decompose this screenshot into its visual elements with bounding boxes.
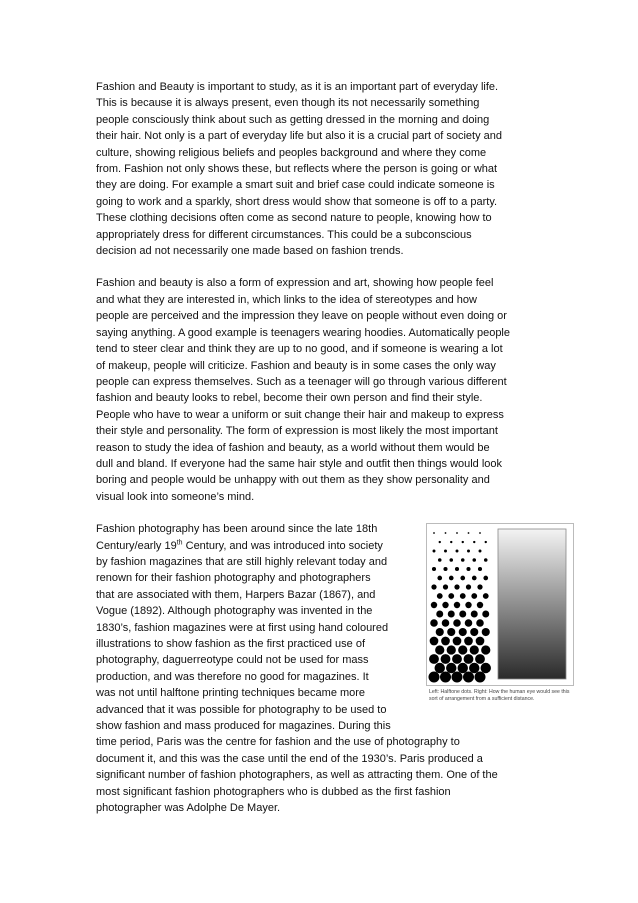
halftone-dot: [465, 619, 473, 627]
halftone-dot: [442, 602, 448, 608]
text-line: most significant fashion photographers who is dubbed as the first fashion: [96, 785, 451, 798]
halftone-dot: [459, 611, 466, 618]
halftone-dot: [482, 628, 490, 636]
halftone-dot: [479, 532, 481, 534]
text-line: boring and people would be unhappy with out them as they show personality and: [96, 474, 490, 487]
halftone-dot: [458, 646, 467, 655]
paragraph-1: [96, 79, 544, 259]
halftone-dot: [447, 628, 455, 636]
paragraph-2: [96, 275, 544, 505]
halftone-dot: [460, 576, 465, 581]
halftone-dot: [462, 541, 464, 543]
halftone-dot: [446, 663, 456, 673]
text-line: of makeup, people will criticize. Fashion and beauty is in some cases the only way: [96, 359, 496, 372]
text-line: going to work and a sparkly, short dress would show that someone is off to a party.: [96, 195, 498, 208]
text-line: This is because it is always present, even though its not necessarily something: [96, 97, 480, 110]
halftone-dot: [437, 593, 443, 599]
text-line: they are doing. For example a smart suit and brief case could indicate someone is: [96, 179, 495, 192]
text-line: culture, showing religious beliefs and peoples background and where they come: [96, 146, 487, 159]
halftone-dot: [471, 611, 478, 618]
text-line: people consciously think about such as getting dressed in the morning and doing: [96, 113, 490, 126]
halftone-dot: [472, 576, 477, 581]
halftone-dot: [463, 672, 474, 683]
halftone-dot: [448, 593, 454, 599]
text-line: tend to steer clear and think they are up to no good, and if someone is wearing a lot: [96, 343, 503, 356]
text-line: Fashion and beauty is also a form of expression and art, showing how people feel: [96, 277, 494, 290]
halftone-dot: [445, 532, 447, 534]
text-line: appropriately dress for different circumstances. This could be a subconscious: [96, 228, 472, 241]
text-line: from. Fashion not only shows these, but reflects where the person is going or what: [96, 163, 498, 176]
superscript: th: [176, 538, 183, 546]
halftone-dot: [478, 567, 482, 571]
text-line: significant number of fashion photographers, as well as attracting them. One of the: [96, 769, 498, 782]
text-line: photographer was Adolphe De Mayer.: [96, 802, 281, 815]
text-line: Fashion photography has been around since the late 18th: [96, 523, 378, 536]
halftone-dot: [482, 611, 489, 618]
halftone-dot: [436, 628, 444, 636]
text-line: fashion and beauty looks to rebel, become their own person and find their style.: [96, 392, 483, 405]
halftone-dot: [483, 576, 488, 581]
text-line: production, and was therefore no good for magazines. It: [96, 670, 369, 683]
halftone-dot: [473, 541, 475, 543]
halftone-dot: [459, 628, 467, 636]
halftone-dot: [465, 602, 471, 608]
halftone-dot: [452, 672, 463, 683]
text-line: illustrations to show fashion as the first practiced use of: [96, 638, 366, 650]
halftone-dot: [431, 602, 437, 608]
halftone-dot: [470, 646, 479, 655]
text-span: Century/early 19: [96, 539, 177, 552]
text-line: saying anything. A good example is teenagers wearing hoodies. Automatically people: [96, 326, 510, 339]
halftone-dot: [454, 602, 460, 608]
halftone-dot: [466, 585, 471, 590]
halftone-dot: [429, 672, 440, 683]
halftone-dot: [436, 611, 443, 618]
halftone-dot: [470, 628, 478, 636]
halftone-dot: [456, 532, 458, 534]
halftone-dot: [476, 619, 484, 627]
text-line: by fashion magazines that are still highly relevant today and: [96, 555, 388, 568]
halftone-dot: [484, 558, 488, 562]
halftone-dot: [429, 654, 439, 664]
text-line: people can express themselves. Such as a teenager will go through various different: [96, 375, 507, 388]
halftone-dot: [455, 567, 459, 571]
halftone-dot: [483, 593, 489, 599]
text-line: 1830’s, fashion magazines were at first using hand coloured: [96, 621, 389, 634]
text-line: was not until halftone printing techniques became more: [96, 687, 366, 700]
figure-caption: Left: Halftone dots. Right: How the human eye would see this sort of arrangement from a sufficient distance.: [429, 689, 570, 702]
halftone-figure: [426, 523, 574, 714]
text-line: time period, Paris was the centre for fashion and the use of photography to: [96, 736, 460, 749]
text-line: These clothing decisions often come as second nature to people, knowing how to: [96, 212, 492, 225]
halftone-image: [426, 523, 574, 686]
halftone-dot: [469, 663, 479, 673]
text-line: people are perceived and the impression they leave on people without even doing or: [96, 310, 507, 323]
text-line: dull and bland. If everyone had the same hair style and outfit then things would look: [96, 457, 503, 470]
halftone-dot: [452, 654, 462, 664]
text-line: their style and personality. The form of expression is most likely the most important: [96, 425, 498, 438]
halftone-dot: [433, 550, 436, 553]
text-line: their hair. Not only is a part of everyday life but also it is a crucial part of society and: [96, 130, 502, 143]
halftone-dot: [477, 602, 483, 608]
halftone-dot: [435, 646, 444, 655]
text-line: decision ad not necessarily one made based on fashion trends.: [96, 245, 404, 258]
text-line: visual look into someone’s mind.: [96, 490, 255, 503]
halftone-dot: [456, 550, 459, 553]
halftone-dot: [437, 576, 442, 581]
halftone-dot: [448, 611, 455, 618]
halftone-dot: [440, 672, 451, 683]
halftone-dot: [441, 637, 450, 646]
text-line: Fashion and Beauty is important to study, as it is an important part of everyday life.: [96, 81, 499, 93]
halftone-dot: [443, 585, 448, 590]
text-line: advanced that it was possible for photography to be used to: [96, 703, 387, 716]
halftone-dot: [454, 585, 459, 590]
halftone-dot: [466, 567, 470, 571]
halftone-dot: [471, 593, 477, 599]
halftone-dot: [464, 654, 474, 664]
text-line: document it, and this was the case until the end of the 1930’s. Paris produced a: [96, 752, 483, 765]
halftone-dot: [481, 663, 491, 673]
halftone-dot: [477, 585, 482, 590]
halftone-dot: [430, 619, 438, 627]
document-page: [96, 79, 570, 816]
paragraph-gap: [96, 259, 544, 275]
text-line: Vogue (1892). Although photography was invented in the: [96, 605, 373, 618]
text-line: show fashion and mass produced for magazines. During this: [96, 720, 391, 733]
halftone-dot: [443, 567, 447, 571]
halftone-dot: [447, 646, 456, 655]
text-line: and what they are interested in, which links to the idea of stereotypes and how: [96, 293, 477, 306]
halftone-dot: [453, 619, 461, 627]
halftone-dot: [441, 654, 451, 664]
halftone-dot: [458, 663, 468, 673]
halftone-dot: [481, 646, 490, 655]
text-line: photography, daguerreotype could not be used for mass: [96, 654, 369, 667]
halftone-dot: [450, 541, 452, 543]
halftone-dot: [453, 637, 462, 646]
halftone-dot: [464, 637, 473, 646]
halftone-dot: [435, 663, 445, 673]
halftone-dot: [430, 637, 439, 646]
halftone-dot: [449, 558, 453, 562]
halftone-dot: [432, 567, 436, 571]
text-span: Century, and was introduced into society: [182, 539, 383, 552]
text-line: People who have to wear a uniform or suit change their hair and makeup to express: [96, 408, 504, 421]
paragraph-gap: [96, 505, 544, 521]
halftone-dot: [444, 550, 447, 553]
halftone-dot: [431, 585, 436, 590]
halftone-dot: [479, 550, 482, 553]
halftone-dot: [449, 576, 454, 581]
halftone-dot: [476, 637, 485, 646]
halftone-dot: [485, 541, 487, 543]
halftone-dot: [467, 550, 470, 553]
halftone-dot: [460, 593, 466, 599]
halftone-dot: [475, 654, 485, 664]
text-line: renown for their fashion photography and photographers: [96, 572, 371, 585]
gradient-strip: [498, 529, 566, 679]
text-line: reason to study the idea of fashion and beauty, as a world without them would be: [96, 441, 490, 454]
halftone-dot: [439, 541, 441, 543]
halftone-dot: [433, 532, 435, 534]
halftone-dot: [475, 672, 486, 683]
halftone-dot: [461, 558, 465, 562]
paragraph-3: [96, 521, 570, 816]
halftone-dot: [468, 532, 470, 534]
halftone-dot: [442, 619, 450, 627]
text-line: that are associated with them, Harpers Bazar (1867), and: [96, 588, 376, 601]
halftone-dot: [472, 558, 476, 562]
halftone-dot: [438, 558, 442, 562]
